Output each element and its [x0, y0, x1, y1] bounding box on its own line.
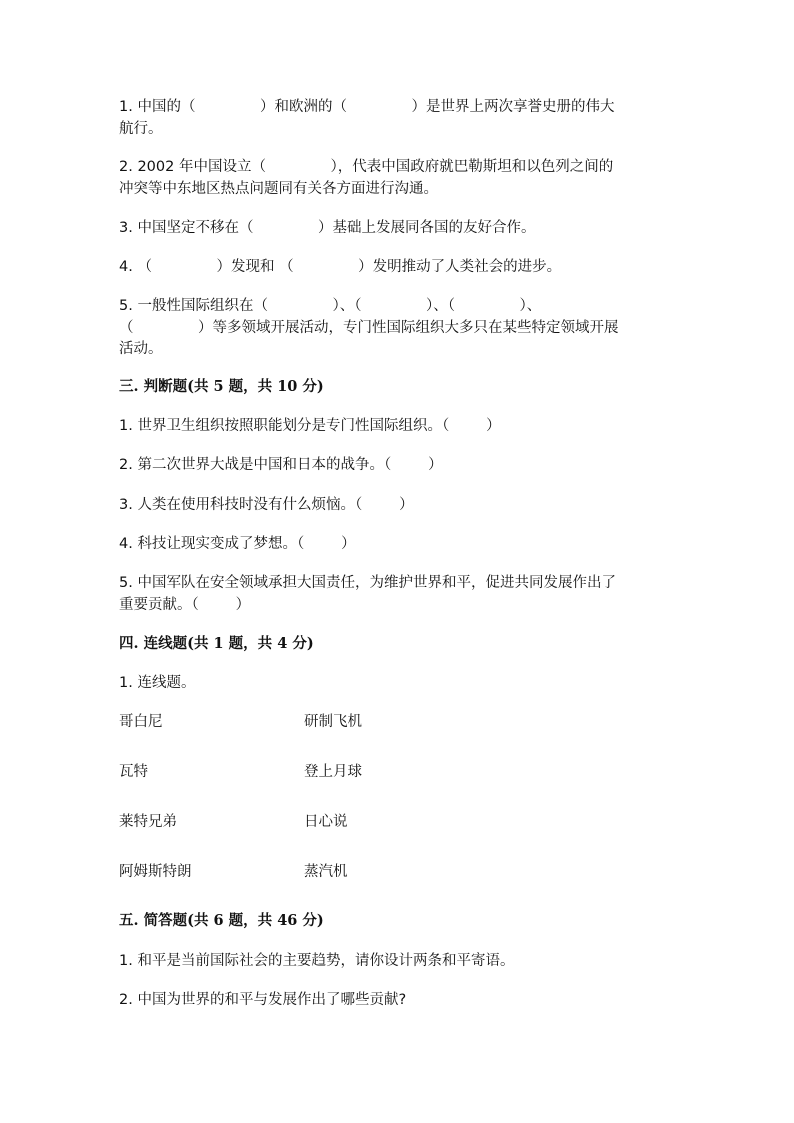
match-question: 1. 连线题。: [119, 675, 196, 691]
match-left-item: 瓦特: [119, 764, 148, 780]
fill-q2-line1: 2. 2002 年中国设立（ ），代表中国政府就巴勒斯坦和以色列之间的: [119, 159, 614, 175]
section4-heading: 四. 连线题(共 1 题，共 4 分): [119, 635, 314, 652]
fill-q3-line1: 3. 中国坚定不移在（ ）基础上发展同各国的友好合作。: [119, 220, 536, 236]
section3-heading: 三. 判断题(共 5 题，共 10 分): [119, 378, 324, 395]
fill-q4-line1: 4. （ ）发现和 （ ）发明推动了人类社会的进步。: [119, 259, 562, 275]
judge-q3: 3. 人类在使用科技时没有什么烦恼。（ ）: [119, 497, 414, 513]
judge-q1: 1. 世界卫生组织按照职能划分是专门性国际组织。（ ）: [119, 418, 501, 434]
judge-q4: 4. 科技让现实变成了梦想。（ ）: [119, 536, 356, 552]
fill-q1-line1: 1. 中国的（ ）和欧洲的（ ）是世界上两次享誉史册的伟大: [119, 99, 615, 115]
fill-q5-line3: 活动。: [119, 341, 163, 357]
fill-q5-line2: （ ）等多领域开展活动，专门性国际组织大多只在某些特定领域开展: [119, 320, 619, 336]
short-q2: 2. 中国为世界的和平与发展作出了哪些贡献?: [119, 992, 407, 1008]
short-q1: 1. 和平是当前国际社会的主要趋势，请你设计两条和平寄语。: [119, 953, 515, 969]
match-left-item: 莱特兄弟: [119, 814, 177, 830]
fill-q5-line1: 5. 一般性国际组织在（ ）、（ ）、（ ）、: [119, 298, 542, 314]
match-right-item: 日心说: [304, 814, 348, 830]
judge-q2: 2. 第二次世界大战是中国和日本的战争。（ ）: [119, 457, 443, 473]
match-left-item: 哥白尼: [119, 714, 163, 730]
judge-q5-line1: 5. 中国军队在安全领域承担大国责任，为维护世界和平，促进共同发展作出了: [119, 575, 616, 591]
match-right-item: 蒸汽机: [304, 864, 348, 880]
match-left-item: 阿姆斯特朗: [119, 864, 192, 880]
match-right-item: 研制飞机: [304, 714, 362, 730]
fill-q2-line2: 冲突等中东地区热点问题同有关各方面进行沟通。: [119, 181, 438, 197]
fill-q1-line2: 航行。: [119, 121, 163, 137]
match-right-item: 登上月球: [304, 764, 362, 780]
section5-heading: 五. 简答题(共 6 题，共 46 分): [119, 912, 324, 929]
judge-q5-line2: 重要贡献。（ ）: [119, 597, 251, 613]
